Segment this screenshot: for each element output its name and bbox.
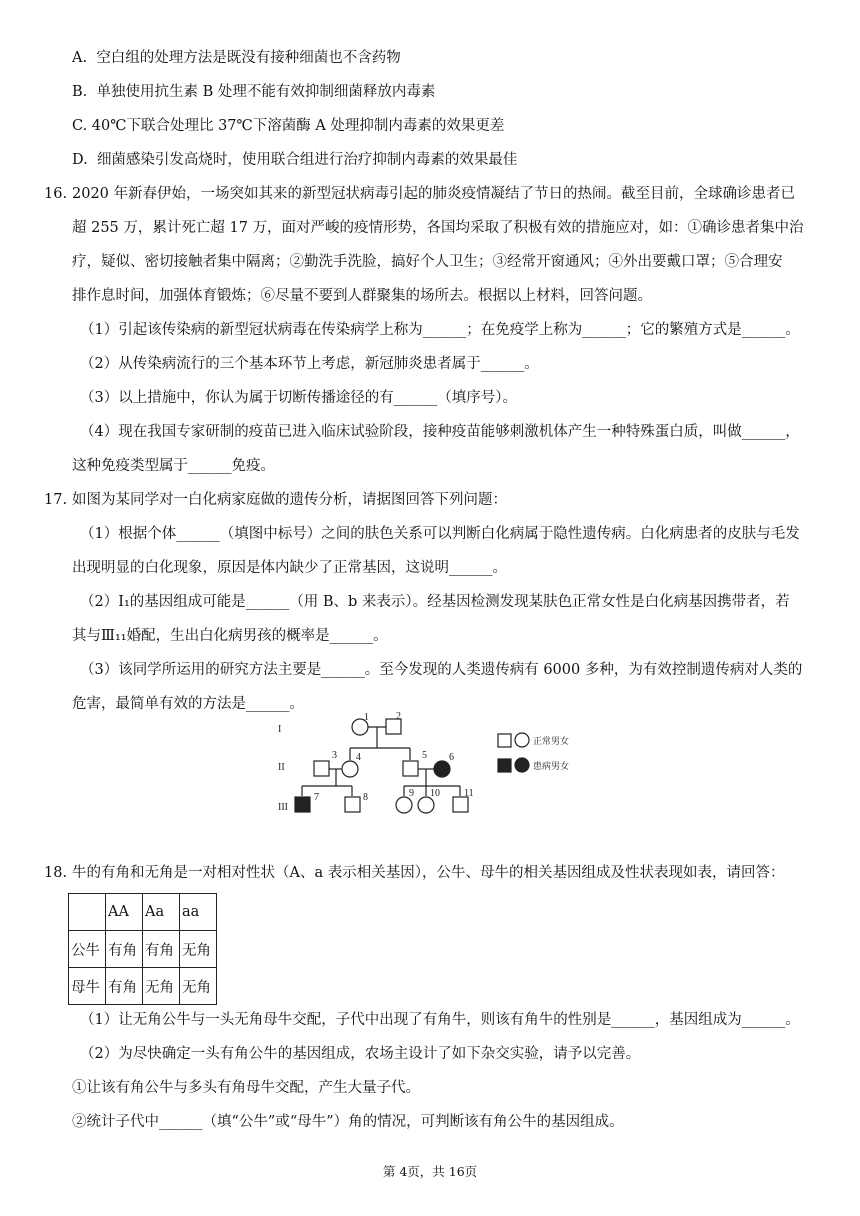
q15-option-c: C. 40℃下联合处理比 37℃下溶菌酶 A 处理抑制内毒素的效果更差	[72, 118, 505, 134]
q15-option-b: B. 单独使用抗生素 B 处理不能有效抑制细菌释放内毒素	[72, 84, 436, 100]
individual-11-male-normal	[453, 797, 468, 812]
generation-label: III	[278, 802, 288, 813]
q16-part-2: （2）从传染病流行的三个基本环节上考虑，新冠肺炎患者属于______。	[80, 356, 539, 372]
legend-normal-male	[498, 734, 511, 747]
q17-part-1: （1）根据个体______（填图中标号）之间的肤色关系可以判断白化病属于隐性遗传病。白化病患者的皮肤与毛发	[80, 526, 800, 542]
svg-text:1: 1	[364, 712, 369, 723]
table-cell: 无角	[180, 931, 217, 968]
q16-stem-line: 疗，疑似、密切接触者集中隔离；②勤洗手洗脸，搞好个人卫生；③经常开窗通风；④外出要戴口罩；⑤合理安	[72, 254, 783, 270]
individual-10-female-normal	[418, 797, 434, 813]
svg-text:2: 2	[396, 711, 401, 722]
table-cell: AA	[106, 894, 143, 931]
generation-label: I	[278, 724, 282, 735]
table-cell: 无角	[180, 968, 217, 1005]
q15-option-d: D. 细菌感染引发高烧时，使用联合组进行治疗抑制内毒素的效果最佳	[72, 152, 518, 168]
individual-6-female-affected	[434, 761, 450, 777]
q15-option-a: A. 空白组的处理方法是既没有接种细菌也不含药物	[72, 50, 401, 66]
q17-part-3-cont: 危害，最简单有效的方法是______。	[72, 696, 304, 712]
individual-5-male-normal	[403, 761, 418, 776]
table-cell: 有角	[106, 968, 143, 1005]
table-row	[69, 931, 217, 968]
table-row	[69, 968, 217, 1005]
svg-text:9: 9	[409, 788, 414, 799]
svg-text:10: 10	[430, 788, 440, 799]
q18-step-2: ②统计子代中______（填“公牛”或“母牛”）角的情况，可判断该有角公牛的基因组成。	[72, 1114, 624, 1130]
svg-text:6: 6	[449, 752, 454, 763]
q18-step-1: ①让该有角公牛与多头有角母牛交配，产生大量子代。	[72, 1080, 420, 1096]
svg-text:5: 5	[422, 750, 427, 761]
q18-part-2: （2）为尽快确定一头有角公牛的基因组成，农场主设计了如下杂交实验，请予以完善。	[80, 1046, 641, 1062]
generation-label: II	[278, 762, 285, 773]
q17-part-1-cont: 出现明显的白化现象，原因是体内缺少了正常基因，这说明______。	[72, 560, 507, 576]
table-cell: Aa	[143, 894, 180, 931]
svg-text:11: 11	[464, 788, 474, 799]
svg-text:3: 3	[332, 750, 337, 761]
q16-stem-line: 超 255 万，累计死亡超 17 万，面对严峻的疫情形势，各国均采取了积极有效的措施应对，如：①确诊患者集中治	[72, 220, 804, 236]
table-cell: 有角	[106, 931, 143, 968]
individual-4-female-normal	[342, 761, 358, 777]
q17-stem: 如图为某同学对一白化病家庭做的遗传分析，请据图回答下列问题：	[72, 492, 507, 508]
q16-part-1: （1）引起该传染病的新型冠状病毒在传染病学上称为______；在免疫学上称为______；它的繁殖方式是______。	[80, 322, 800, 338]
legend-affected-male	[498, 759, 511, 772]
q16-stem-line: 2020 年新春伊始，一场突如其来的新型冠状病毒引起的肺炎疫情凝结了节日的热闹。截至目前，全球确诊患者已	[72, 186, 796, 202]
table-cell	[69, 894, 106, 931]
individual-8-male-normal	[345, 797, 360, 812]
q18-stem: 牛的有角和无角是一对相对性状（A、a 表示相关基因），公牛、母牛的相关基因组成及性状表现如表，请回答：	[72, 865, 785, 881]
q16-part-4-cont: 这种免疫类型属于______免疫。	[72, 458, 275, 474]
table-cell: 母牛	[69, 968, 106, 1005]
svg-text:4: 4	[356, 752, 361, 763]
table-cell: aa	[180, 894, 217, 931]
q17-number: 17.	[44, 492, 68, 508]
table-cell: 无角	[143, 968, 180, 1005]
table-cell: 公牛	[69, 931, 106, 968]
q16-part-3: （3）以上措施中，你认为属于切断传播途径的有______（填序号）。	[80, 390, 517, 406]
q16-number: 16.	[44, 186, 68, 202]
individual-3-male-normal	[314, 761, 329, 776]
q17-part-3: （3）该同学所运用的研究方法主要是______。至今发现的人类遗传病有 6000 多种，为有效控制遗传病对人类的	[80, 662, 803, 678]
individual-9-female-normal	[396, 797, 412, 813]
q17-part-2: （2）Ⅰ₁的基因组成可能是______（用 B、b 来表示）。经基因检测发现某肤色正常女性是白化病基因携带者，若	[80, 594, 790, 610]
pedigree-diagram	[272, 708, 598, 828]
legend-affected-label: 患病男女	[533, 761, 570, 771]
table-cell: 有角	[143, 931, 180, 968]
page-footer: 第 4页，共 16页	[382, 1164, 478, 1179]
legend-affected-female	[515, 758, 529, 772]
individual-7-male-affected	[295, 797, 310, 812]
legend-normal-label: 正常男女	[533, 736, 570, 746]
genotype-table	[68, 893, 217, 1005]
q17-part-2-cont: 其与Ⅲ₁₁婚配，生出白化病男孩的概率是______。	[72, 628, 388, 644]
q16-part-4: （4）现在我国专家研制的疫苗已进入临床试验阶段，接种疫苗能够刺激机体产生一种特殊蛋白质，叫做______，	[80, 424, 800, 440]
legend-normal-female	[515, 733, 529, 747]
table-header-row	[69, 894, 217, 931]
svg-text:7: 7	[314, 792, 319, 803]
svg-text:8: 8	[363, 792, 368, 803]
q16-stem-line: 排作息时间，加强体育锻炼；⑥尽量不要到人群聚集的场所去。根据以上材料，回答问题。	[72, 288, 652, 304]
q18-number: 18.	[44, 865, 68, 881]
q18-part-1: （1）让无角公牛与一头无角母牛交配，子代中出现了有角牛，则该有角牛的性别是______，基因组成为______。	[80, 1012, 800, 1028]
